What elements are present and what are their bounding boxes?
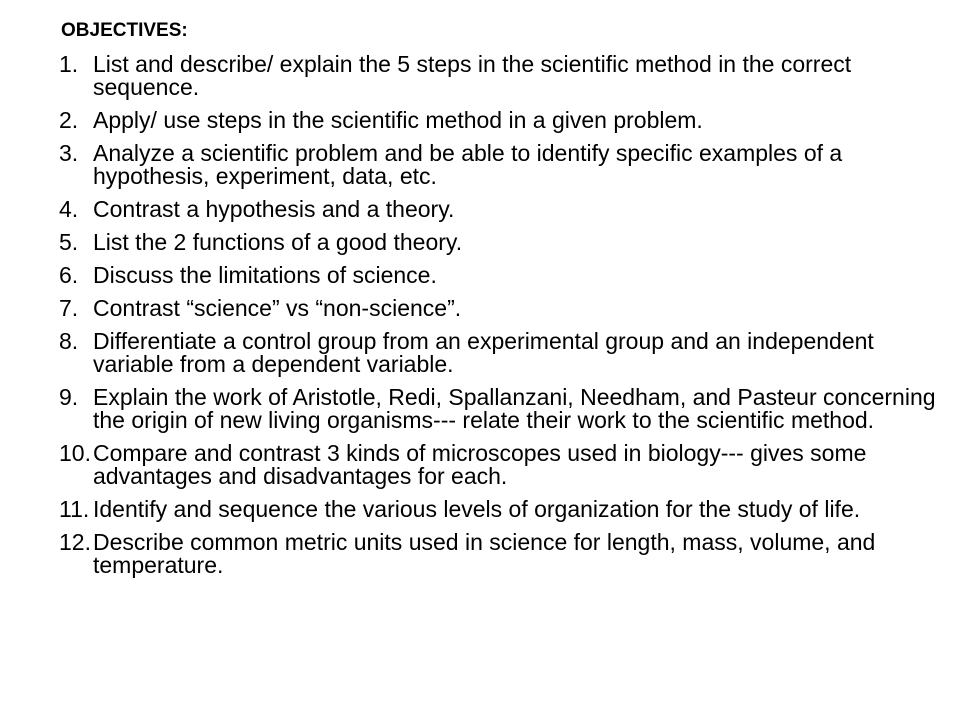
objective-item-4	[59, 198, 939, 221]
objective-number: 3.	[59, 140, 79, 166]
objective-item-12	[59, 531, 939, 577]
objective-text: Discuss the limitations of science.	[93, 262, 437, 288]
objective-item-1	[59, 53, 939, 99]
objectives-heading: OBJECTIVES:	[61, 20, 188, 41]
objective-text: Identify and sequence the various levels of organization for the study of life.	[93, 496, 861, 522]
objective-text: Contrast a hypothesis and a theory.	[93, 196, 455, 222]
objective-number: 10.	[59, 440, 91, 466]
objectives-list	[59, 53, 939, 587]
objective-item-10	[59, 442, 939, 488]
objective-item-3	[59, 142, 939, 188]
objective-text: Analyze a scientific problem and be able to identify specific examples of a hypothesis, experiment, data, etc.	[93, 140, 843, 189]
objective-number: 7.	[59, 295, 79, 321]
objective-number: 2.	[59, 107, 79, 133]
objective-item-8	[59, 330, 939, 376]
objective-number: 8.	[59, 328, 79, 354]
objective-item-9	[59, 386, 939, 432]
objective-text: Differentiate a control group from an experimental group and an independent variable from a dependent variable.	[93, 328, 874, 377]
objective-number: 9.	[59, 384, 79, 410]
objective-text: Contrast “science” vs “non-science”.	[93, 295, 462, 321]
objective-text: Describe common metric units used in science for length, mass, volume, and temperature.	[93, 529, 876, 578]
objective-text: Apply/ use steps in the scientific method in a given problem.	[93, 107, 703, 133]
objective-text: Explain the work of Aristotle, Redi, Spallanzani, Needham, and Pasteur concerning the origin of new living organisms--- relate their work to the scientific method.	[93, 384, 936, 433]
objective-text: Compare and contrast 3 kinds of microscopes used in biology--- gives some advantages and disadvantages for each.	[93, 440, 867, 489]
objective-item-5	[59, 231, 939, 254]
objective-number: 11.	[59, 496, 90, 522]
objective-text: List and describe/ explain the 5 steps in the scientific method in the correct sequence.	[93, 51, 852, 100]
objective-number: 6.	[59, 262, 79, 288]
objective-item-2	[59, 109, 939, 132]
objective-number: 1.	[59, 51, 79, 77]
objective-number: 12.	[59, 529, 91, 555]
objective-item-7	[59, 297, 939, 320]
objective-number: 5.	[59, 229, 79, 255]
objective-item-6	[59, 264, 939, 287]
objective-item-11	[59, 498, 939, 521]
objective-text: List the 2 functions of a good theory.	[93, 229, 463, 255]
objective-number: 4.	[59, 196, 79, 222]
